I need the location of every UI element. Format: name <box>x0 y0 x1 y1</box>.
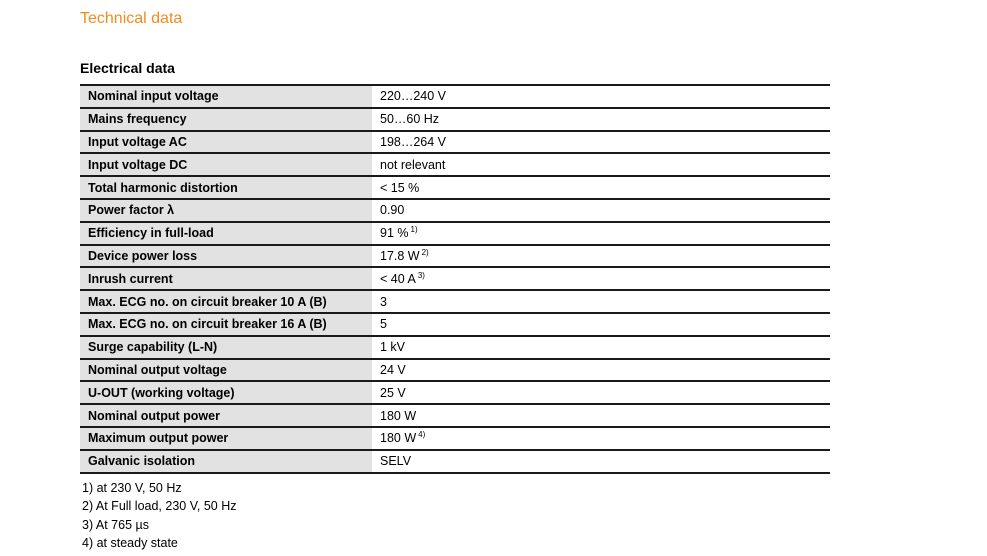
row-value-cell <box>372 153 830 176</box>
row-label: Nominal output voltage <box>80 359 372 382</box>
row-value: 25 V <box>380 385 406 400</box>
row-value-cell <box>372 427 830 450</box>
table-row <box>80 359 830 382</box>
row-label: Power factor λ <box>80 199 372 222</box>
row-value: 180 W <box>380 431 417 446</box>
row-value-cell <box>372 176 830 199</box>
row-value: 24 V <box>380 362 406 377</box>
electrical-data-table <box>80 84 830 474</box>
row-value: 5 <box>380 317 387 332</box>
row-value: 17.8 W <box>380 248 420 263</box>
footnote-ref: 2) <box>421 247 429 257</box>
row-label: Total harmonic distortion <box>80 176 372 199</box>
row-value-cell <box>372 381 830 404</box>
row-label: Nominal output power <box>80 404 372 427</box>
row-value: 198…264 V <box>380 134 447 149</box>
table-row <box>80 131 830 154</box>
row-value: SELV <box>380 454 412 469</box>
row-value-cell <box>372 245 830 268</box>
table-row <box>80 381 830 404</box>
table-row <box>80 199 830 222</box>
row-label: Mains frequency <box>80 108 372 131</box>
row-value: not relevant <box>380 157 446 172</box>
row-label: Galvanic isolation <box>80 450 372 473</box>
footnote: 3) At 765 µs <box>82 517 149 532</box>
footnotes <box>82 479 237 552</box>
row-value-cell <box>372 199 830 222</box>
row-label: Maximum output power <box>80 427 372 450</box>
row-value-cell <box>372 108 830 131</box>
row-value: 0.90 <box>380 203 405 218</box>
row-label: Max. ECG no. on circuit breaker 10 A (B) <box>80 290 372 313</box>
table-row <box>80 176 830 199</box>
row-value: < 15 % <box>380 180 420 195</box>
row-value-cell <box>372 222 830 245</box>
table-row <box>80 85 830 108</box>
row-value-cell <box>372 85 830 108</box>
row-label: Nominal input voltage <box>80 85 372 108</box>
table-row <box>80 267 830 290</box>
table-row <box>80 450 830 473</box>
table-row <box>80 290 830 313</box>
row-value-cell <box>372 336 830 359</box>
table-title: Electrical data <box>80 60 175 76</box>
footnote-ref: 4) <box>418 430 426 440</box>
footnote: 2) At Full load, 230 V, 50 Hz <box>82 499 237 514</box>
table-row <box>80 404 830 427</box>
row-label: Input voltage AC <box>80 131 372 154</box>
row-value: 180 W <box>380 408 417 423</box>
row-value: 3 <box>380 294 387 309</box>
row-value: 91 % <box>380 226 409 241</box>
row-value: 50…60 Hz <box>380 112 440 127</box>
table-row <box>80 245 830 268</box>
row-label: Surge capability (L-N) <box>80 336 372 359</box>
row-value-cell <box>372 313 830 336</box>
row-value-cell <box>372 290 830 313</box>
table-row <box>80 427 830 450</box>
row-label: Max. ECG no. on circuit breaker 16 A (B) <box>80 313 372 336</box>
section-title: Technical data <box>80 10 183 27</box>
table-row <box>80 153 830 176</box>
footnote: 4) at steady state <box>82 535 178 550</box>
row-value: 220…240 V <box>380 89 447 104</box>
footnote: 1) at 230 V, 50 Hz <box>82 481 182 495</box>
row-value-cell <box>372 450 830 473</box>
row-label: Efficiency in full-load <box>80 222 372 245</box>
row-value-cell <box>372 267 830 290</box>
footnote-ref: 1) <box>410 225 418 235</box>
row-label: Inrush current <box>80 267 372 290</box>
row-value-cell <box>372 131 830 154</box>
table-row <box>80 108 830 131</box>
table-row <box>80 336 830 359</box>
row-value-cell <box>372 404 830 427</box>
footnote-ref: 3) <box>417 270 425 280</box>
row-value-cell <box>372 359 830 382</box>
row-value: < 40 A <box>380 271 416 286</box>
table-row <box>80 313 830 336</box>
row-label: U-OUT (working voltage) <box>80 381 372 404</box>
row-label: Device power loss <box>80 245 372 268</box>
row-value: 1 kV <box>380 340 406 355</box>
row-label: Input voltage DC <box>80 153 372 176</box>
table-row <box>80 222 830 245</box>
